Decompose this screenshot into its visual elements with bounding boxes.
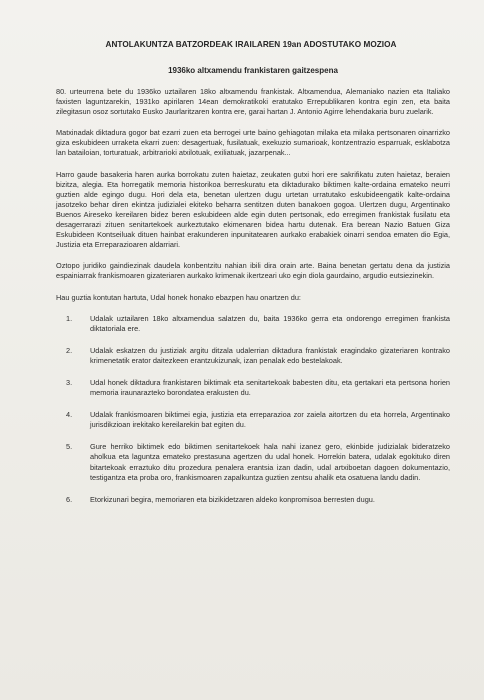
resolution-number: 5. — [66, 442, 73, 452]
resolution-list — [56, 314, 450, 505]
resolution-text: Udalak eskatzen du justiziak argitu ditzala udalerrian diktadura frankistak eragindako gizateriaren kontrako krimenetatik erator daitezkeen erantzukizunak, izan penalak edo bestelakoak. — [90, 345, 450, 365]
paragraph-dictatorship: Matxinadak diktadura gogor bat ezarri zuen eta berrogei urte baino gehiagotan milaka eta milaka pertsonaren oinarrizko giza eskubideen urraketa ekarri zuen: desagertuak, fusilatuak, exekuzio sumarioak, kontzentrazio esparruak, esklabotza lan batailoian, torturatuak, arbitrarioki atxilotuak, exiliatuak, jazarpenak... — [56, 128, 450, 158]
resolution-item — [56, 410, 450, 430]
resolution-text: Udalak frankismoaren biktimei egia, justizia eta erreparazioa zor zaiela aitortzen du eta horrela, Argentinako jurisdikzioan irekitako kereilarekin bat egiten du. — [90, 410, 450, 430]
resolution-item — [56, 346, 450, 366]
paragraph-obstacles: Oztopo juridiko gaindiezinak daudela konbentzitu nahian ibili dira orain arte. Baina benetan gertatu dena da justizia espainiarrak frankismoaren gizateriaren aurkako krimenak ikertzeari uko egin diola gaurdaino, argudio eutsiezinekin. — [56, 261, 450, 281]
paragraph-anniversary: 80. urteurrena bete du 1936ko uztailaren 18ko altxamendu frankistak. Altxamendua, Alemaniako nazien eta Italiako faxisten laguntzarekin, 1931ko apirilaren 14ean demokratikoki eratutako Errepublikaren kontra egin zen, eta baita zilegitasun osoz sortutako Eusko Jaurlaritzaren kontra ere, garai hartan J. Antonio Agirre lehendakaria buru zuelarik. — [56, 87, 450, 117]
resolution-text: Udal honek diktadura frankistaren biktimak eta senitartekoak babesten ditu, eta gertakari eta pertsona horien memoria iraunarazteko borondatea erakusten du. — [90, 377, 450, 398]
resolution-number: 6. — [66, 494, 73, 504]
resolution-number: 2. — [66, 345, 73, 355]
resolution-text: Udalak uztailaren 18ko altxamendua salatzen du, baita 1936ko gerra eta ondorengo erregimen frankista diktatoriala ere. — [90, 313, 450, 333]
paragraph-resolution-intro: Hau guztia kontutan hartuta, Udal honek honako ebazpen hau onartzen du: — [56, 292, 301, 302]
resolution-number: 1. — [66, 313, 73, 323]
paragraph-memory: Harro gaude basakeria haren aurka borrokatu zuten haietaz, zeukaten gutxi hori ere sakrifikatu zuten haietaz, beraien bizitza, alegia. Eta horregatik memoria historikoa berreskuratu eta diktadurako biktimen kalte-ordaina emateko neurri guztien alde egingo dugu. Hori dela eta, benetan ulertzen dugu urtetan urratutako eskubideengatik kalte-ordaina jasotzeko behar diren ekintza judizialei ekiteko beharra sentitzen duten banakoen gogoa. Ulertzen dugu, Argentinako Buenos Aireseko kereilaren bidez beren eskubideen alde egin duten pertsonak, edo erregimen frankistak fusilatu eta desagerrarazi zituen senitartekoek aurkeztutako ekimenaren bidea hartu dutenak. Era berean Nazio Batuen Giza Eskubideen Kontseiluak dituen hainbat erakunderen inpunitatearen aurkako erabakiek oinarri sendoa ematen dio Egia, Justizia eta Erreparazioaren aldarriari. — [56, 169, 450, 250]
resolution-number: 4. — [66, 410, 73, 420]
resolution-item — [56, 495, 450, 505]
resolution-item — [56, 442, 450, 482]
resolution-text: Gure herriko biktimek edo biktimen senitartekoek hala nahi izanez gero, ekinbide judizialak bideratzeko aholkua eta laguntza emateko prestasuna agertzen du udal honek. Horrekin batera, udalak egokituko diren bitartekoak erraztuko ditu prozedura penalera erantsia izan dadin, udal artxiboetan dagoen dokumentazio, testigantza eta proba oro, frankismoaren zapalkuntza guztien zentsu ahalik eta osatuena landu dadin. — [90, 442, 450, 482]
document-subtitle: 1936ko altxamendu frankistaren gaitzespena — [168, 66, 338, 75]
resolution-item — [56, 378, 450, 398]
document-title: ANTOLAKUNTZA BATZORDEAK IRAILAREN 19an ADOSTUTAKO MOZIOA — [105, 40, 397, 49]
resolution-item — [56, 314, 450, 334]
resolution-text: Etorkizunari begira, memoriaren eta bizikidetzaren aldeko konpromisoa berresten dugu. — [90, 494, 375, 504]
resolution-number: 3. — [66, 377, 73, 387]
